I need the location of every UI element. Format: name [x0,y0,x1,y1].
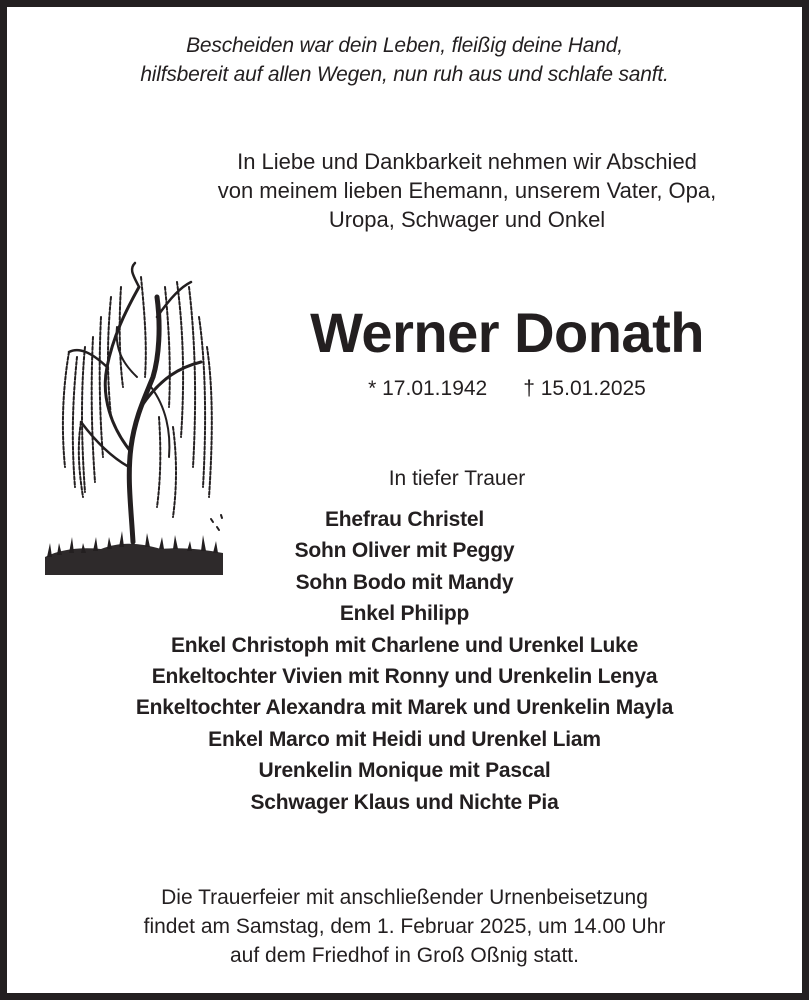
intro-line: Uropa, Schwager und Onkel [328,207,606,232]
life-dates [247,375,767,403]
mourner-entry: Enkel Philipp [339,602,470,626]
service-line: Die Trauerfeier mit anschließender Urnenbeisetzung [161,886,648,909]
mourner-entry: Enkeltochter Vivien mit Ronny und Urenkelin Lenya [151,665,658,689]
motto-verse [7,31,802,89]
service-line: auf dem Friedhof in Groß Oßnig statt. [230,944,579,967]
birth-date: * 17.01.1942 [368,377,488,400]
mourner-entry: Enkel Christoph mit Charlene und Urenkel Luke [170,633,639,657]
mourning-label: In tiefer Trauer [388,467,526,490]
mourner-entry: Enkel Marco mit Heidi und Urenkel Liam [208,727,601,751]
mourner-entry: Urenkelin Monique mit Pascal [258,759,551,783]
motto-line: hilfsbereit auf allen Wegen, nun ruh aus und schlafe sanft. [140,63,669,86]
mourner-entry: Enkeltochter Alexandra mit Marek und Urenkelin Mayla [135,696,674,720]
mourner-entry: Schwager Klaus und Nichte Pia [250,790,559,814]
mourner-entry: Ehefrau Christel [324,508,484,531]
intro-line: von meinem lieben Ehemann, unserem Vater, Opa, [217,178,717,203]
death-date: † 15.01.2025 [523,377,646,400]
farewell-intro [147,147,787,234]
funeral-service-info [7,883,802,970]
mourner-entry: Sohn Oliver mit Peggy [294,539,515,563]
deceased-name: Werner Donath [310,301,704,364]
intro-line: In Liebe und Dankbarkeit nehmen wir Abschied [237,149,697,174]
mourner-entry: Sohn Bodo mit Mandy [295,570,514,594]
obituary-card [7,7,802,993]
motto-line: Bescheiden war dein Leben, fleißig deine Hand, [186,34,623,57]
service-line: findet am Samstag, dem 1. Februar 2025, um 14.00 Uhr [143,915,666,938]
mourners-list [7,504,802,818]
